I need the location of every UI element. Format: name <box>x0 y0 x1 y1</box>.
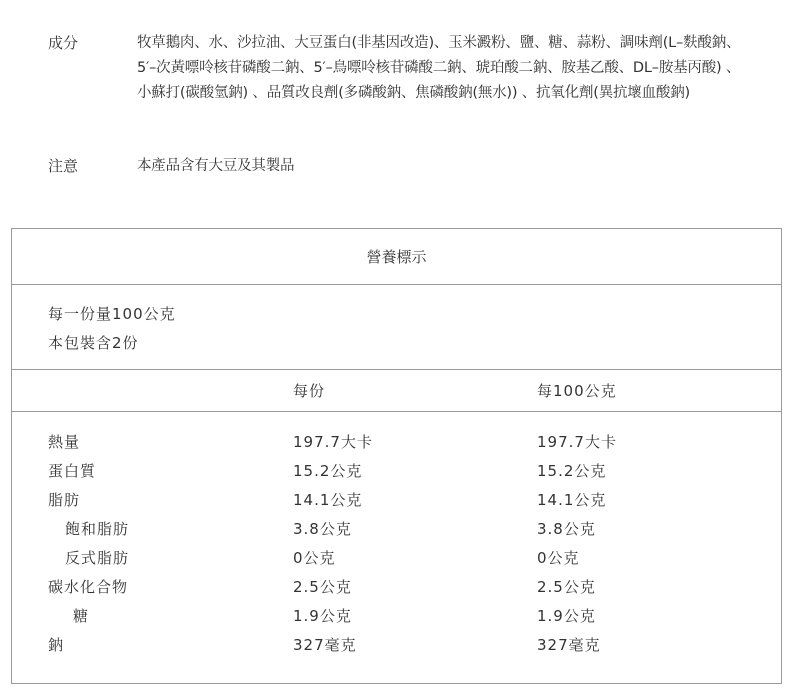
nutrient-per-100g: 1.9公克 <box>537 607 596 625</box>
servings-per-package: 本包裝含2份 <box>48 334 139 352</box>
nutrition-table <box>11 228 782 684</box>
nutrient-per-serving: 327毫克 <box>293 636 357 654</box>
nutrient-name: 碳水化合物 <box>48 578 129 596</box>
nutrition-body <box>12 412 781 660</box>
nutrient-per-100g: 327毫克 <box>537 636 601 654</box>
column-header-per-serving: 每份 <box>293 382 326 400</box>
notice-text: 本產品含有大豆及其製品 <box>137 158 295 174</box>
ingredients-section <box>48 31 748 106</box>
nutrient-per-100g: 2.5公克 <box>537 578 596 596</box>
nutrient-per-100g: 14.1公克 <box>537 491 607 509</box>
nutrient-per-serving: 3.8公克 <box>293 520 352 538</box>
nutrient-name: 蛋白質 <box>48 462 97 480</box>
nutrient-row-sodium <box>12 631 781 660</box>
serving-size: 每一份量100公克 <box>48 305 176 323</box>
nutrient-per-serving: 0公克 <box>293 549 336 567</box>
nutrient-per-100g: 15.2公克 <box>537 462 607 480</box>
nutrient-per-100g: 0公克 <box>537 549 580 567</box>
ingredients-label: 成分 <box>48 34 79 52</box>
nutrient-row-protein <box>12 457 781 486</box>
nutrition-header-row <box>12 370 781 412</box>
nutrient-row-sugar <box>12 602 781 631</box>
nutrient-name: 鈉 <box>48 636 65 654</box>
nutrient-row-saturated-fat <box>12 515 781 544</box>
notice-label: 注意 <box>48 157 79 175</box>
nutrient-row-carbohydrate <box>12 573 781 602</box>
nutrition-title: 營養標示 <box>12 229 781 285</box>
nutrient-per-serving: 14.1公克 <box>293 491 363 509</box>
nutrient-per-100g: 197.7大卡 <box>537 433 617 451</box>
nutrient-per-serving: 1.9公克 <box>293 607 352 625</box>
serving-info <box>12 285 781 370</box>
nutrient-row-trans-fat <box>12 544 781 573</box>
nutrient-name: 熱量 <box>48 433 81 451</box>
nutrient-name: 糖 <box>73 607 90 625</box>
nutrient-per-serving: 2.5公克 <box>293 578 352 596</box>
ingredients-text: 牧草鵝肉、水、沙拉油、大豆蛋白(非基因改造)、玉米澱粉、鹽、糖、蒜粉、調味劑(L–麩酸鈉、5′–次黃嘌呤核苷磷酸二鈉、5′–鳥嘌呤核苷磷酸二鈉、琥珀酸二鈉、胺基乙酸、DL–胺基丙酸) 、小蘇打(碳酸氫鈉) 、品質改良劑(多磷酸鈉、焦磷酸鈉(無水)) 、抗氧化劑(異抗壞血酸鈉) <box>137 35 741 101</box>
nutrient-name: 脂肪 <box>48 491 81 509</box>
nutrient-per-serving: 15.2公克 <box>293 462 363 480</box>
nutrient-row-fat <box>12 486 781 515</box>
nutrient-row-energy <box>12 428 781 457</box>
nutrient-per-100g: 3.8公克 <box>537 520 596 538</box>
notice-section <box>48 154 748 179</box>
nutrient-name: 飽和脂肪 <box>65 520 130 538</box>
nutrient-per-serving: 197.7大卡 <box>293 433 373 451</box>
column-header-per-100g: 每100公克 <box>537 382 617 400</box>
nutrient-name: 反式脂肪 <box>65 549 130 567</box>
